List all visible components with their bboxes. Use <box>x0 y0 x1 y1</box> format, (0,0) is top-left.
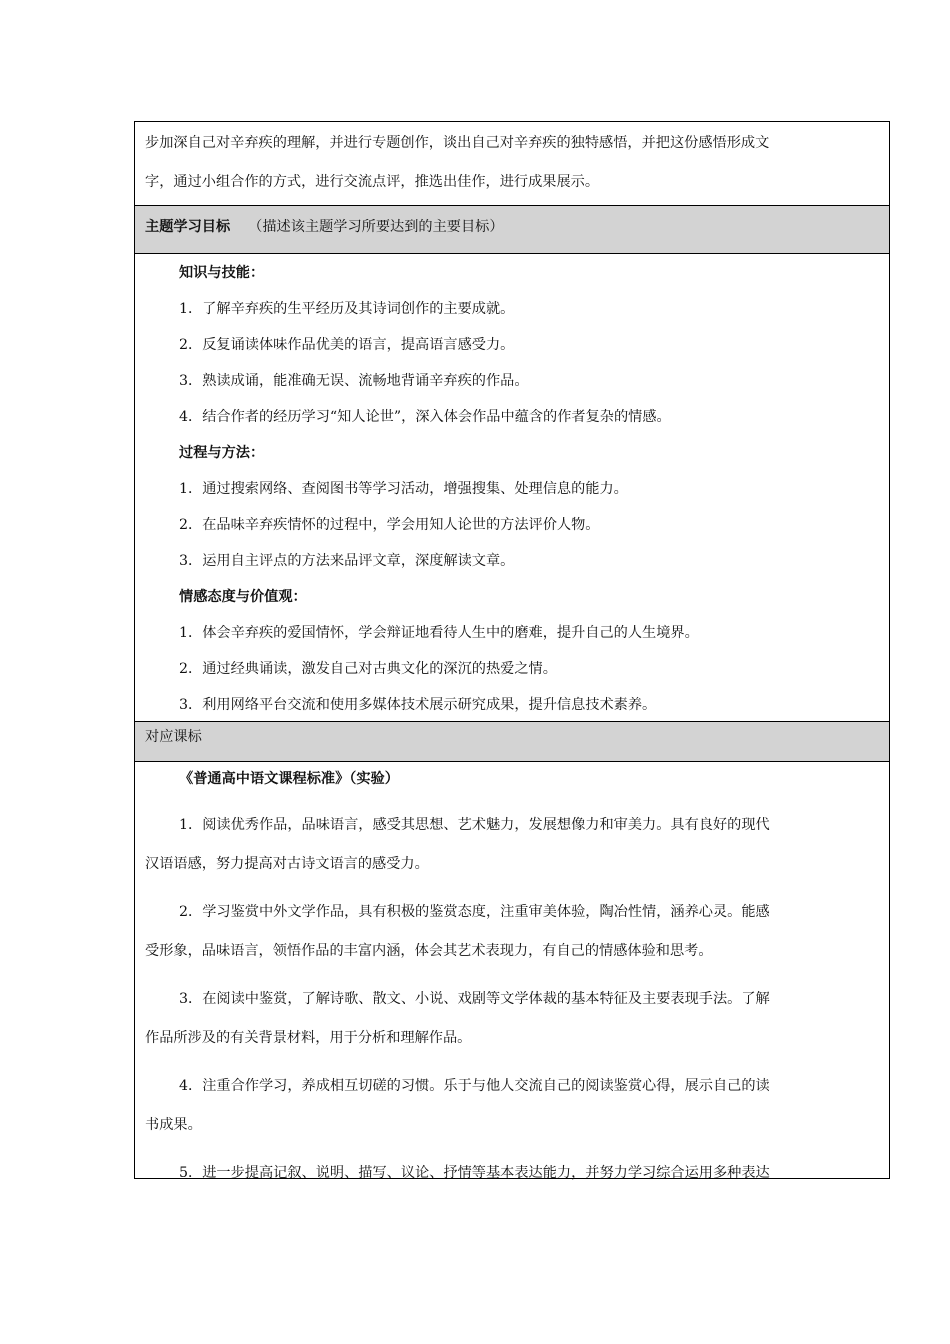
standard-item-line: 作品所涉及的有关背景材料，用于分析和理解作品。 <box>145 1030 472 1046</box>
document-table <box>134 121 890 1179</box>
standard-item-line: 书成果。 <box>145 1117 202 1133</box>
attitude-item: 3．利用网络平台交流和使用多媒体技术展示研究成果，提升信息技术素养。 <box>179 697 657 713</box>
knowledge-item: 1．了解辛弃疾的生平经历及其诗词创作的主要成就。 <box>179 301 515 317</box>
goals-header-cell <box>135 206 889 254</box>
knowledge-item: 4．结合作者的经历学习“知人论世”，深入体会作品中蕴含的作者复杂的情感。 <box>179 409 671 425</box>
attitude-item: 2．通过经典诵读，激发自己对古典文化的深沉的热爱之情。 <box>179 661 557 677</box>
knowledge-heading: 知识与技能： <box>179 265 265 281</box>
attitude-heading: 情感态度与价值观： <box>179 589 307 605</box>
process-item: 2．在品味辛弃疾情怀的过程中，学会用知人论世的方法评价人物。 <box>179 517 600 533</box>
goals-header-title: 主题学习目标 <box>145 219 231 235</box>
standard-item-line: 汉语语感，努力提高对古诗文语言的感受力。 <box>145 856 429 872</box>
process-heading: 过程与方法： <box>179 445 265 461</box>
standard-item-line: 4．注重合作学习，养成相互切磋的习惯。乐于与他人交流自己的阅读鉴赏心得，展示自己的读 <box>179 1078 770 1094</box>
standards-header-title: 对应课标 <box>145 729 202 745</box>
knowledge-item: 2．反复诵读体味作品优美的语言，提高语言感受力。 <box>179 337 515 353</box>
attitude-item: 1．体会辛弃疾的爱国情怀，学会辩证地看待人生中的磨难，提升自己的人生境界。 <box>179 625 699 641</box>
standards-header-cell <box>135 722 889 762</box>
standard-item-line: 3．在阅读中鉴赏，了解诗歌、散文、小说、戏剧等文学体裁的基本特征及主要表现手法。了解 <box>179 991 770 1007</box>
process-item: 3．运用自主评点的方法来品评文章，深度解读文章。 <box>179 553 515 569</box>
intro-line-2: 字，通过小组合作的方式，进行交流点评，推选出佳作，进行成果展示。 <box>145 174 600 190</box>
standard-item-line: 2．学习鉴赏中外文学作品，具有积极的鉴赏态度，注重审美体验，陶冶性情，涵养心灵。能感 <box>179 904 770 920</box>
standard-item-line: 1．阅读优秀作品，品味语言，感受其思想、艺术魅力，发展想像力和审美力。具有良好的现代 <box>179 817 770 833</box>
standards-heading: 《普通高中语文课程标准》（实验） <box>179 771 399 787</box>
intro-line-1: 步加深自己对辛弃疾的理解，并进行专题创作，谈出自己对辛弃疾的独特感悟，并把这份感悟形成文 <box>145 135 770 151</box>
standard-item-line: 5．进一步提高记叙、说明、描写、议论、抒情等基本表达能力，并努力学习综合运用多种表达 <box>179 1165 770 1181</box>
knowledge-item: 3．熟读成诵，能准确无误、流畅地背诵辛弃疾的作品。 <box>179 373 529 389</box>
standards-cell <box>135 762 889 1181</box>
standard-item-line: 受形象，品味语言，领悟作品的丰富内涵，体会其艺术表现力，有自己的情感体验和思考。 <box>145 943 713 959</box>
intro-cell <box>135 122 889 206</box>
goals-header-note: （描述该主题学习所要达到的主要目标） <box>248 219 504 235</box>
goals-cell <box>135 254 889 722</box>
process-item: 1．通过搜索网络、查阅图书等学习活动，增强搜集、处理信息的能力。 <box>179 481 628 497</box>
